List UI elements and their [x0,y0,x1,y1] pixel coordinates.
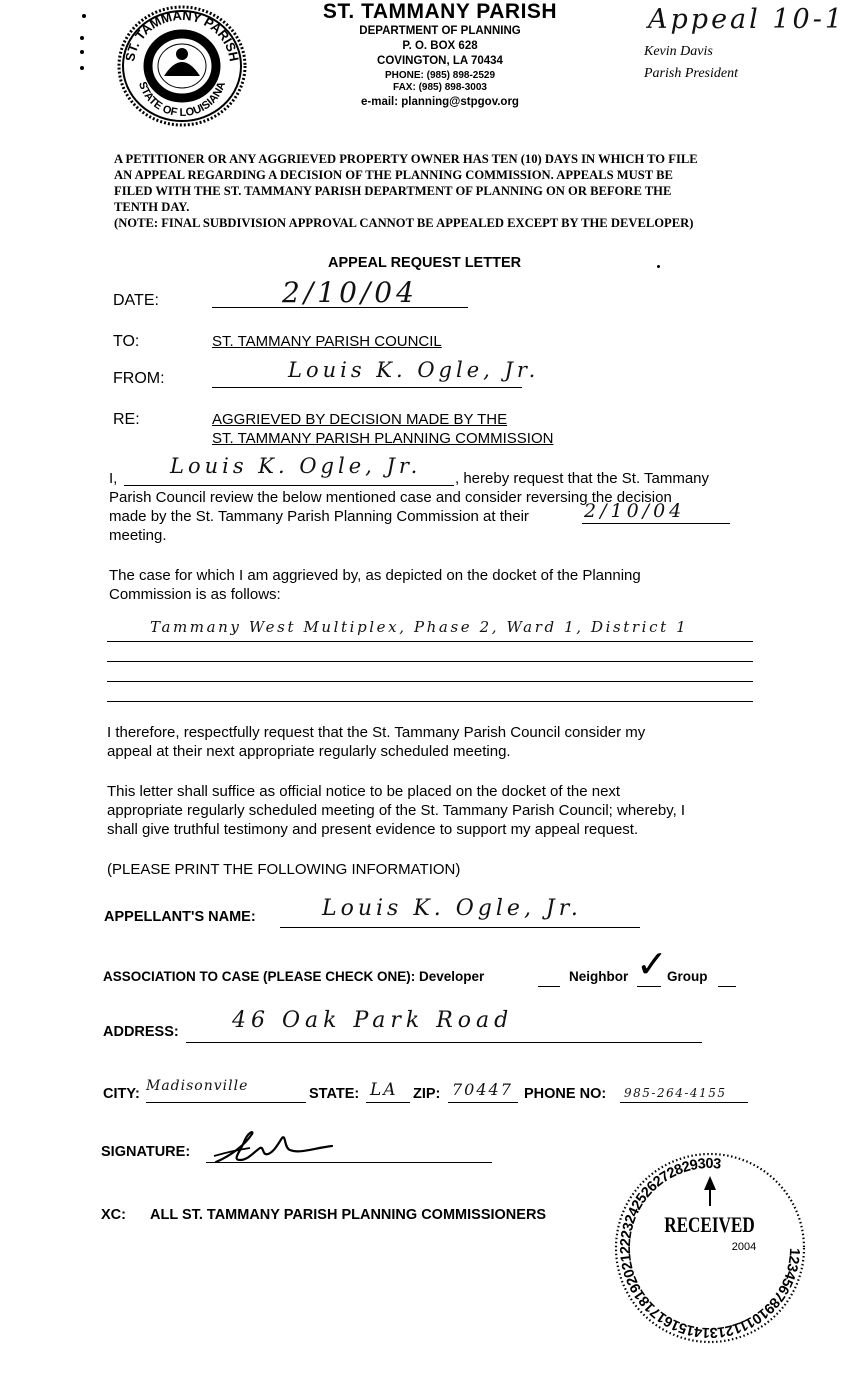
stamp-received: RECEIVED [664,1213,755,1238]
name-line [280,927,640,928]
state-value: LA [370,1080,398,1100]
state-line [366,1102,410,1103]
case-line-a [107,641,753,642]
print-info: (PLEASE PRINT THE FOLLOWING INFORMATION) [107,861,461,878]
received-stamp [612,1150,808,1346]
notice-line-5: (NOTE: FINAL SUBDIVISION APPROVAL CANNOT BE APPEALED EXCEPT BY THE DEVELOPER) [114,216,694,230]
body-name: Louis K. Ogle, Jr. [170,454,422,478]
president-name: Kevin Davis [644,44,713,59]
parish-name: ST. TAMMANY PARISH [322,0,558,23]
address-value: 46 Oak Park Road [232,1008,514,1033]
margin-dot [80,36,84,40]
notice-line-2: AN APPEAL REGARDING A DECISION OF THE PLANNING COMMISSION. APPEALS MUST BE [114,168,673,182]
body-line-1-rest: , hereby request that the St. Tammany [455,470,710,487]
re-line-1: AGGRIEVED BY DECISION MADE BY THE [212,411,508,428]
neighbor-blank [637,986,661,987]
from-label: FROM: [113,370,165,387]
group-blank [718,986,736,987]
phone: PHONE: (985) 898-2529 [384,70,496,81]
department: DEPARTMENT OF PLANNING [359,25,521,37]
meeting-date: 2/10/04 [584,500,686,522]
notice-paragraph-line-3: shall give truthful testimony and present evidence to support my appeal request. [107,821,639,838]
margin-dot [80,66,84,70]
notice-line-4: TENTH DAY. [114,200,190,214]
signature-label: SIGNATURE: [101,1144,191,1160]
re-line-2: ST. TAMMANY PARISH PLANNING COMMISSION [212,430,554,447]
phone-line [620,1102,748,1103]
group-label: Group [667,969,708,984]
zip-line [448,1102,518,1103]
developer-blank [538,986,560,987]
phone-value: 985-264-4155 [624,1086,727,1100]
case-line-d [107,701,753,702]
date-label: DATE: [113,292,159,309]
stamp-date: 2004 [731,1241,757,1253]
letter-title: APPEAL REQUEST LETTER [328,255,522,271]
email: e-mail: planning@stpgov.org [361,96,519,108]
margin-dot [80,50,84,54]
seal-top-text: ST. TAMMANY PARISH [122,7,242,63]
body-line-4: meeting. [109,527,167,544]
neighbor-label: Neighbor [569,969,629,984]
case-line-2: Commission is as follows: [109,586,281,603]
stamp-ring-numbers: 1234567891011121314151617181920212223242526272829303 [617,1155,803,1341]
body-line-2: Parish Council review the below mentioned case and consider reversing the decision [109,489,672,506]
body-line-3: made by the St. Tammany Parish Planning Commission at their [109,508,529,525]
xc-label: XC: [101,1207,126,1223]
city-line: COVINGTON, LA 70434 [377,55,503,67]
phone-label: PHONE NO: [524,1086,607,1102]
from-line [212,387,522,388]
appeal-number: Appeal 10-1 [648,4,846,35]
body-i: I, [109,470,118,487]
parish-seal [116,4,248,128]
neighbor-check: ✓ [636,942,668,986]
city-value: Madisonville [146,1078,249,1094]
city-line [146,1102,306,1103]
to-label: TO: [113,333,140,350]
notice-paragraph-line-1: This letter shall suffice as official notice to be placed on the docket of the next [107,783,621,800]
margin-dot [82,14,86,18]
meeting-date-line [582,523,730,524]
case-value: Tammany West Multiplex, Phase 2, Ward 1, District 1 [150,618,689,636]
request-line-1: I therefore, respectfully request that the St. Tammany Parish Council consider my [107,724,646,741]
fax: FAX: (985) 898-3003 [393,82,487,93]
case-line-1: The case for which I am aggrieved by, as depicted on the docket of the Planning [109,567,641,584]
notice-line-1: A PETITIONER OR ANY AGGRIEVED PROPERTY OWNER HAS TEN (10) DAYS IN WHICH TO FILE [114,152,698,166]
association-label: ASSOCIATION TO CASE (PLEASE CHECK ONE): Developer [103,969,485,984]
seal-bottom-text: STATE OF LOUISIANA [136,80,228,120]
state-label: STATE: [309,1086,360,1102]
po-box: P. O. BOX 628 [402,40,478,52]
name-label: APPELLANT'S NAME: [104,909,256,925]
zip-label: ZIP: [413,1086,441,1102]
request-line-2: appeal at their next appropriate regularly scheduled meeting. [107,743,511,760]
address-line [186,1042,702,1043]
re-label: RE: [113,411,140,428]
date-value: 2/10/04 [282,276,418,309]
zip-value: 70447 [452,1080,513,1099]
president-title: Parish President [644,66,738,81]
xc-value: ALL ST. TAMMANY PARISH PLANNING COMMISSIONERS [150,1207,547,1223]
city-label: CITY: [103,1086,140,1102]
notice-paragraph-line-2: appropriate regularly scheduled meeting of the St. Tammany Parish Council; whereby, I [107,802,686,819]
from-value: Louis K. Ogle, Jr. [288,358,540,382]
case-line-b [107,661,753,662]
notice-line-3: FILED WITH THE ST. TAMMANY PARISH DEPARTMENT OF PLANNING ON OR BEFORE THE [114,184,672,198]
to-value: ST. TAMMANY PARISH COUNCIL [212,333,442,350]
name-value: Louis K. Ogle, Jr. [322,896,582,921]
address-label: ADDRESS: [103,1024,179,1040]
signature-scribble [210,1126,340,1168]
case-line-c [107,681,753,682]
body-name-line [124,485,454,486]
stray-mark [657,265,660,268]
